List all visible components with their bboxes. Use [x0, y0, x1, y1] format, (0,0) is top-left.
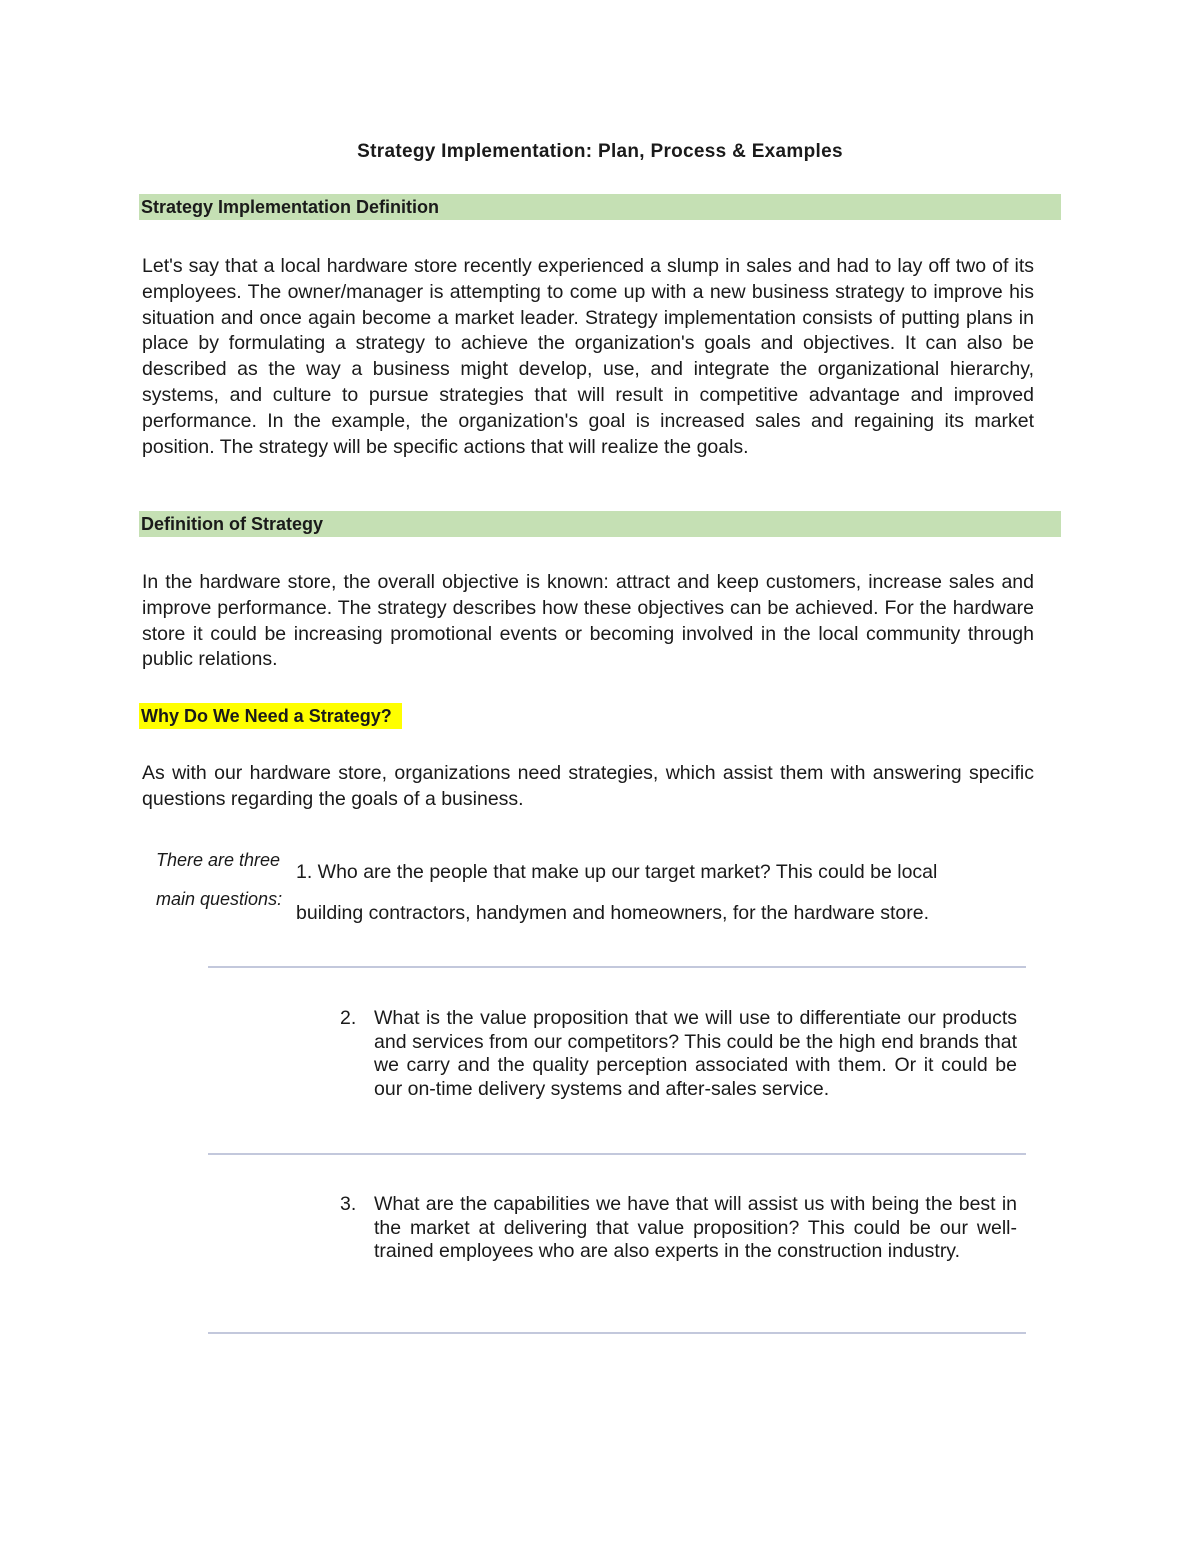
document-title: Strategy Implementation: Plan, Process & Examples — [357, 141, 843, 162]
question-3-number: 3. — [340, 1193, 357, 1215]
section-body-why-strategy: As with our hardware store, organizations need strategies, which assist them with answering specific questions regarding the goals of a business. — [142, 762, 1034, 810]
question-2-number: 2. — [340, 1007, 357, 1029]
question-1-line2: building contractors, handymen and homeowners, for the hardware store. — [296, 902, 930, 924]
question-3-text: What are the capabilities we have that will assist us with being the best in the market at delivering that value proposition? This could be our well-trained employees who are also experts in the construction industry. — [374, 1193, 1017, 1262]
divider-rule — [208, 1332, 1026, 1334]
section-heading-definition-of-strategy: Definition of Strategy — [139, 511, 1061, 537]
divider-rule — [208, 966, 1026, 968]
questions-side-label-line2: main questions: — [156, 889, 283, 909]
section-heading-implementation-definition: Strategy Implementation Definition — [139, 194, 1061, 220]
section-body-implementation-definition: Let's say that a local hardware store recently experienced a slump in sales and had to lay off two of its employees. The owner/manager is attempting to come up with a new business strategy to improve his situation and once again become a market leader. Strategy implementation consists of putting plans in place by formulating a strategy to achieve the organization's goals and objectives. It can also be described as the way a business might develop, use, and integrate the organizational hierarchy, systems, and culture to pursue strategies that will result in competitive advantage and improved performance. In the example, the organization's goal is increased sales and regaining its market position. The strategy will be specific actions that will realize the goals. — [142, 255, 1034, 458]
questions-side-label-line1: There are three — [156, 850, 281, 870]
section-heading-why-strategy: Why Do We Need a Strategy? — [139, 703, 402, 729]
question-2-text: What is the value proposition that we will use to differentiate our products and services from our competitors? This could be the high end brands that we carry and the quality perception associated with them. Or it could be our on-time delivery systems and after-sales service. — [374, 1007, 1017, 1100]
divider-rule — [208, 1153, 1026, 1155]
section-body-definition-of-strategy: In the hardware store, the overall objective is known: attract and keep customers, increase sales and improve performance. The strategy describes how these objectives can be achieved. For the hardware store it could be increasing promotional events or becoming involved in the local community through public relations. — [142, 571, 1034, 671]
question-1-line1: 1. Who are the people that make up our target market? This could be local — [296, 861, 938, 883]
